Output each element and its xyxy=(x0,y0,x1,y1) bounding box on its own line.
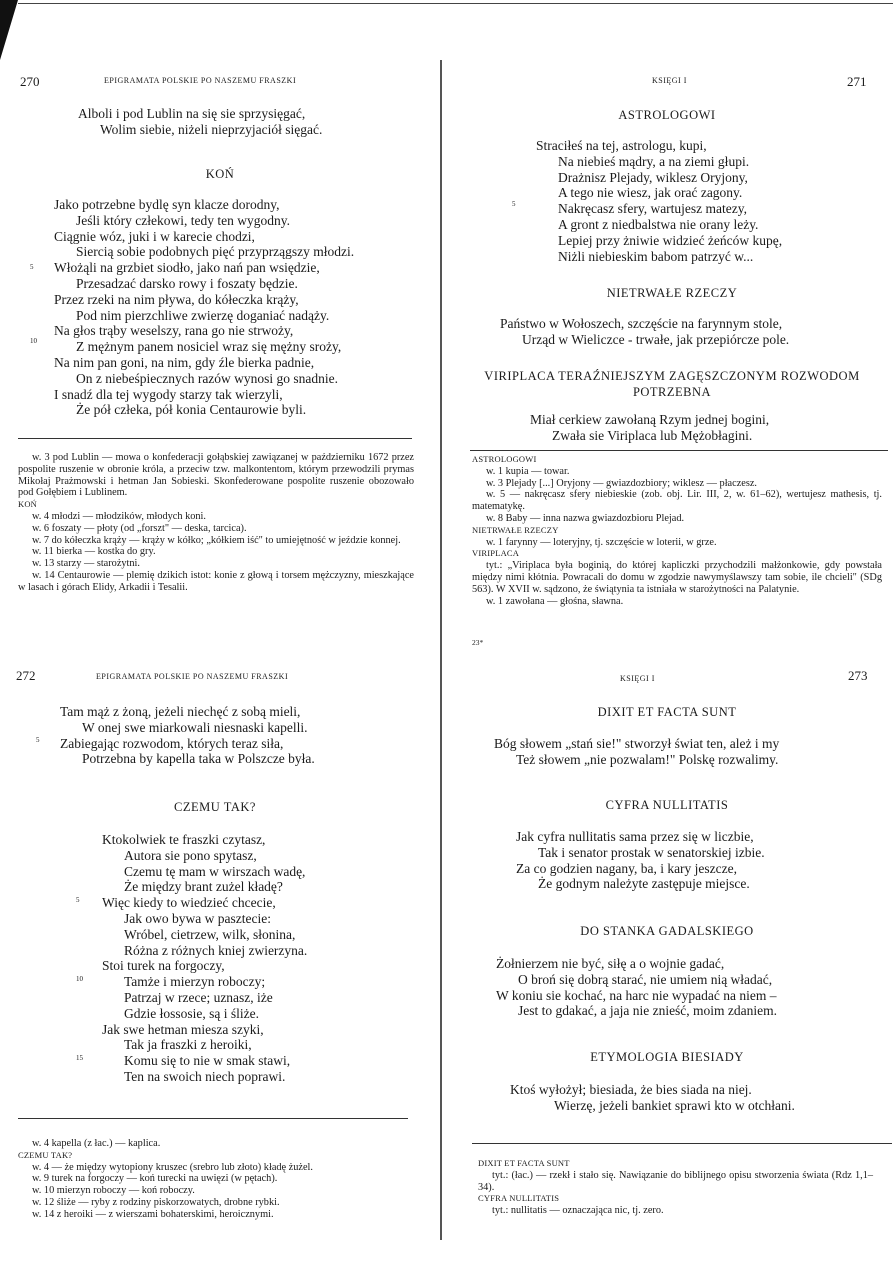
poem-line: Na nim pan goni, na nim, gdy źle bierka padnie, xyxy=(54,354,315,370)
page-number: 271 xyxy=(847,74,867,89)
poem-line: Alboli i pod Lublin na się sie sprzysięgać, xyxy=(78,106,306,121)
poem-line: Komu się to nie w smak stawi, xyxy=(124,1053,291,1069)
footnote: w. 8 Baby — inna nazwa gwiazdozbioru Plejad. xyxy=(486,512,685,524)
signature-mark: 23* xyxy=(472,638,484,647)
poem-line: Urząd w Wieliczce - trwałe, jak przepiórcze pole. xyxy=(522,331,790,347)
running-header: KSIĘGI I xyxy=(620,674,655,683)
poem-line: I snadź dla tej wygody starzy tak wierzyli, xyxy=(54,386,283,402)
poem-line: Gdzie łossosie, są i śliże. xyxy=(124,1005,259,1021)
page-number: 272 xyxy=(16,668,36,683)
poem-title-nietrwale: NIETRWAŁE RZECZY xyxy=(606,286,738,300)
poem-title-kon: KOŃ xyxy=(205,167,235,181)
poem-line: Nakręcasz sfery, wartujesz matezy, xyxy=(558,201,748,217)
line-number: 5 xyxy=(36,736,40,744)
intro-poem xyxy=(78,106,322,138)
poem-line: Wierzę, jeżeli bankiet sprawi kto w otchłani. xyxy=(554,1097,795,1113)
footnote-rule xyxy=(18,438,412,439)
poem-line: Ktokolwiek te fraszki czytasz, xyxy=(102,832,266,847)
poem-line: On z niebeśpiecznych razów wynosi go snadnie. xyxy=(76,370,339,386)
footnote-rule xyxy=(470,450,888,451)
line-number: 5 xyxy=(76,896,80,904)
footnote-heading: CZEMU TAK? xyxy=(18,1149,73,1160)
poem-line: Z mężnym panem nosiciel wraz się mężny sroży, xyxy=(76,339,342,355)
footnote: tyt.: nullitatis — oznaczająca nic, tj. zero. xyxy=(492,1205,664,1217)
poem-line: Ten na swoich niech poprawi. xyxy=(124,1068,286,1084)
poem-line: Bóg słowem „stań sie!" stworzył świat ten, ależ i my xyxy=(494,736,780,751)
poem-title-czemu-tak: CZEMU TAK? xyxy=(174,800,256,814)
footnote: tyt.: (łac.) — rzekł i stało się. Nawiązanie do biblijnego opisu stworzenia świata (Rdz 1,1–34). xyxy=(478,1169,873,1193)
poem-line: Też słowem „nie pozwalam!" Polskę rozwalimy. xyxy=(516,751,779,767)
poem-astrologowi xyxy=(536,138,782,264)
footnotes xyxy=(18,452,414,594)
poem-line: Na głos trąby weselszy, rana go nie strwoży, xyxy=(54,323,294,339)
poem-line: Autora sie pono spytasz, xyxy=(124,847,257,863)
poem-line: A gront z niedbalstwa nie orany leży. xyxy=(558,216,759,232)
poem-title-etymologia: ETYMOLOGIA BIESIADY xyxy=(590,1050,744,1064)
poem-line: Jak cyfra nullitatis sama przez się w liczbie, xyxy=(516,829,754,844)
footnote: w. 1 farynny — loteryjny, tj. szczęście w loterii, w grze. xyxy=(486,536,717,548)
poem-line: Pod nim pierzchliwe zwierzę doganiać nadąży. xyxy=(76,307,330,323)
poem-line: Siercią sobie podobnych pięć przyprzągszy młodzi. xyxy=(76,244,355,260)
footnote: w. 14 z heroiki — z wierszami bohaterskimi, heroicznymi. xyxy=(32,1208,274,1220)
poem-line: Niżli niebieskim babom patrzyć w... xyxy=(558,248,754,264)
footnote: w. 4 kapella (z łac.) — kaplica. xyxy=(32,1138,161,1149)
poem-cyfra xyxy=(516,829,765,892)
poem-line: Jak owo bywa w pasztecie: xyxy=(124,910,271,926)
line-number: 5 xyxy=(512,200,516,208)
poem-line: W onej swe miarkowali niesnaski kapelli. xyxy=(82,719,308,735)
footnote: tyt.: „Viriplaca była boginią, do której kapliczki przychodzili małżonkowie, gdy powstała między nimi kłótnia. Powracali do domu w zgodzie nawymyślawszy tam sobie, ile chcieli" (SDg 563). W XVII w. sądzono, że świątynia ta istniała w starożytności na Palatynie. xyxy=(472,560,882,595)
page-273 xyxy=(452,660,893,1263)
page-number: 273 xyxy=(848,668,868,683)
footnote: w. 14 Centaurowie — plemię dzikich istot: konie z głową i torsem mężczyzny, mieszkające w lasach i górach Elidy, Arkadii i Tesalii. xyxy=(18,569,414,593)
poem-line: Za co godzien nagany, ba, i kary jeszcze, xyxy=(516,860,738,876)
poem-line: Stoi turek na forgoczy, xyxy=(102,958,225,974)
poem-line: Straciłeś na tej, astrologu, kupi, xyxy=(536,138,707,153)
footnote: w. 4 młodzi — młodzików, młodych koni. xyxy=(32,510,206,522)
poem-line: Lepiej przy żniwie widzieć żeńców kupę, xyxy=(558,232,783,248)
poem-line: Jako potrzebne bydlę syn klacze dorodny, xyxy=(54,197,280,212)
running-header: EPIGRAMATA POLSKIE PO NASZEMU FRASZKI xyxy=(104,76,297,85)
poem-kon xyxy=(54,197,354,418)
footnote: w. 5 — nakręcasz sfery niebieskie (zob. obj. Lir. III, 2, w. 61–62), wertujesz mathesis, tj. matematykę. xyxy=(472,489,882,513)
poem-line: Tam mąż z żoną, jeżeli niechęć z sobą mieli, xyxy=(60,704,301,719)
running-header: KSIĘGI I xyxy=(652,76,687,85)
footnote: w. 13 starzy — starożytni. xyxy=(32,558,140,570)
line-number: 10 xyxy=(76,975,83,983)
poem-line: Że pół człeka, pół konia Centaurowie byli. xyxy=(76,402,307,418)
poem-line: Ktoś wyłożył; biesiada, że bies siada na niej. xyxy=(510,1082,752,1097)
poem-line: O broń się dobrą starać, nie umiem nią władać, xyxy=(518,971,773,987)
poem-title-dixit: DIXIT ET FACTA SUNT xyxy=(597,705,737,719)
poem-line: Jest to gdakać, a jaja nie znieść, moim zdaniem. xyxy=(518,1003,778,1019)
poem-line: Potrzebna by kapella taka w Polszcze była. xyxy=(82,751,315,767)
poem-czemu-tak xyxy=(102,832,307,1085)
poem-line: Tak ja fraszki z heroiki, xyxy=(124,1037,252,1053)
book-gutter xyxy=(440,60,442,1240)
footnote: w. 3 Plejady [...] Oryjony — gwiazdozbiory; wiklesz — płaczesz. xyxy=(486,477,757,489)
poem-etymologia xyxy=(510,1082,795,1114)
poem-line: Wróbel, cietrzew, wilk, słonina, xyxy=(124,926,296,942)
footnotes xyxy=(472,454,882,607)
footnote-heading: NIETRWAŁE RZECZY xyxy=(472,524,559,535)
footnote: w. 3 pod Lublin — mowa o konfederacji gołąbskiej zawiązanej w październiku 1672 przez pospolite ruszenie w obronie króla, a przeciw tzw. malkontentom, którym przewodzili prymas Mikołaj Prażmowski i hetman Jan Sobieski. Skonfederowane pospolite ruszenie obozowało pod Gołębiem i Lublinem. xyxy=(18,452,414,499)
poem-viriplaca xyxy=(530,412,769,444)
footnote-heading: CYFRA NULLITATIS xyxy=(478,1193,560,1204)
poem-line: Że między brant zużel kładę? xyxy=(124,879,283,895)
poem-line: Ciągnie wóz, juki i w karecie chodzi, xyxy=(54,228,255,244)
poem-nietrwale xyxy=(500,316,789,348)
poem-line: Żołnierzem nie być, siłę a o wojnie gadać, xyxy=(496,956,725,971)
poem-line: Wolim siebie, niżeli nieprzyjaciół sięgać. xyxy=(100,121,323,137)
poem-line: Że godnym należyte zastępuje miejsce. xyxy=(538,876,750,892)
footnote-heading: DIXIT ET FACTA SUNT xyxy=(478,1158,570,1168)
footnote: w. 4 — że między wytopiony kruszec (srebro lub złoto) kładę żużel. xyxy=(32,1161,313,1173)
poem-line: Państwo w Wołoszech, szczęście na farynnym stole, xyxy=(500,316,783,331)
footnote: w. 9 turek na forgoczy — koń turecki na uwięzi (w pętach). xyxy=(32,1173,278,1185)
footnote-heading: VIRIPLACA xyxy=(472,548,520,559)
footnotes xyxy=(18,1138,428,1221)
poem-line: Więc kiedy to wiedzieć chcecie, xyxy=(102,895,276,911)
footnote-rule xyxy=(18,1118,408,1119)
poem-line: Drażnisz Plejady, wiklesz Oryjony, xyxy=(558,169,748,185)
poem-stanka xyxy=(496,956,777,1019)
poem-title-viriplaca: VIRIPLACA TERAŹNIEJSZYM ZAGĘSZCZONYM ROZWODOM xyxy=(484,369,860,383)
poem-line: A tego nie wiesz, jak orać zagony. xyxy=(558,185,743,201)
footnote: w. 10 mierzyn roboczy — koń roboczy. xyxy=(32,1185,195,1197)
footnote: w. 6 foszaty — płoty (od „forszt" — deska, tarcica). xyxy=(32,522,247,534)
page-number: 270 xyxy=(20,74,40,89)
poem-line: Jak swe hetman miesza szyki, xyxy=(102,1021,264,1037)
poem-line: W koniu sie kochać, na harc nie wypadać na niem – xyxy=(496,987,777,1003)
poem-line: Jeśli który człekowi, tedy ten wygodny. xyxy=(76,212,290,228)
poem-line: Zabiegając rozwodom, których teraz siła, xyxy=(60,735,284,751)
intro-poem xyxy=(60,704,315,767)
page-270 xyxy=(0,0,440,640)
poem-line: Na niebieś mądry, a na ziemi głupi. xyxy=(558,153,750,169)
footnote-heading: KOŃ xyxy=(18,499,38,510)
poem-line: Włożąli na grzbiet siodło, jako nań pan wsiędzie, xyxy=(54,260,320,276)
footnote: w. 1 kupia — towar. xyxy=(486,465,570,477)
poem-line: Przesadzać darsko rowy i foszaty będzie. xyxy=(76,275,298,291)
footnote-rule xyxy=(472,1143,892,1144)
line-number: 15 xyxy=(76,1054,83,1062)
poem-line: Patrzaj w rzece; uznasz, iże xyxy=(124,989,273,1005)
poem-title-cyfra: CYFRA NULLITATIS xyxy=(605,798,729,812)
footnotes xyxy=(478,1158,873,1217)
running-header: EPIGRAMATA POLSKIE PO NASZEMU FRASZKI xyxy=(96,672,289,681)
line-number: 10 xyxy=(30,337,37,345)
poem-line: Zwała sie Viriplaca lub Mężobłagini. xyxy=(552,427,753,443)
page-272 xyxy=(0,660,440,1263)
footnote: w. 7 do kółeczka krąży — krąży w kółko; „kółkiem iść" to umiejętność w jeździe konnej. xyxy=(32,534,401,546)
footnote: w. 1 zawołana — głośna, sławna. xyxy=(486,595,624,607)
poem-line: Tamże i mierzyn roboczy; xyxy=(124,974,266,990)
poem-line: Czemu tę mam w wirszach wadę, xyxy=(124,863,306,879)
page-271 xyxy=(452,0,893,647)
footnote: w. 11 bierka — kostka do gry. xyxy=(32,546,156,558)
poem-title-astrologowi: ASTROLOGOWI xyxy=(618,108,716,122)
footnote: w. 12 śliże — ryby z rodziny piskorzowatych, drobne rybki. xyxy=(32,1196,280,1208)
poem-line: Miał cerkiew zawołaną Rzym jednej bogini, xyxy=(530,412,770,427)
line-number: 5 xyxy=(30,263,34,271)
poem-line: Różna z różnych kniej zwierzyna. xyxy=(124,942,308,958)
poem-dixit xyxy=(494,736,779,768)
poem-line: Przez rzeki na nim pływa, do kółeczka krąży, xyxy=(54,291,299,307)
poem-title-viriplaca-cont: POTRZEBNA xyxy=(632,385,712,399)
poem-title-stanka: DO STANKA GADALSKIEGO xyxy=(580,924,754,938)
footnote-heading: ASTROLOGOWI xyxy=(472,454,537,464)
poem-line: Tak i senator prostak w senatorskiej izbie. xyxy=(538,844,765,860)
